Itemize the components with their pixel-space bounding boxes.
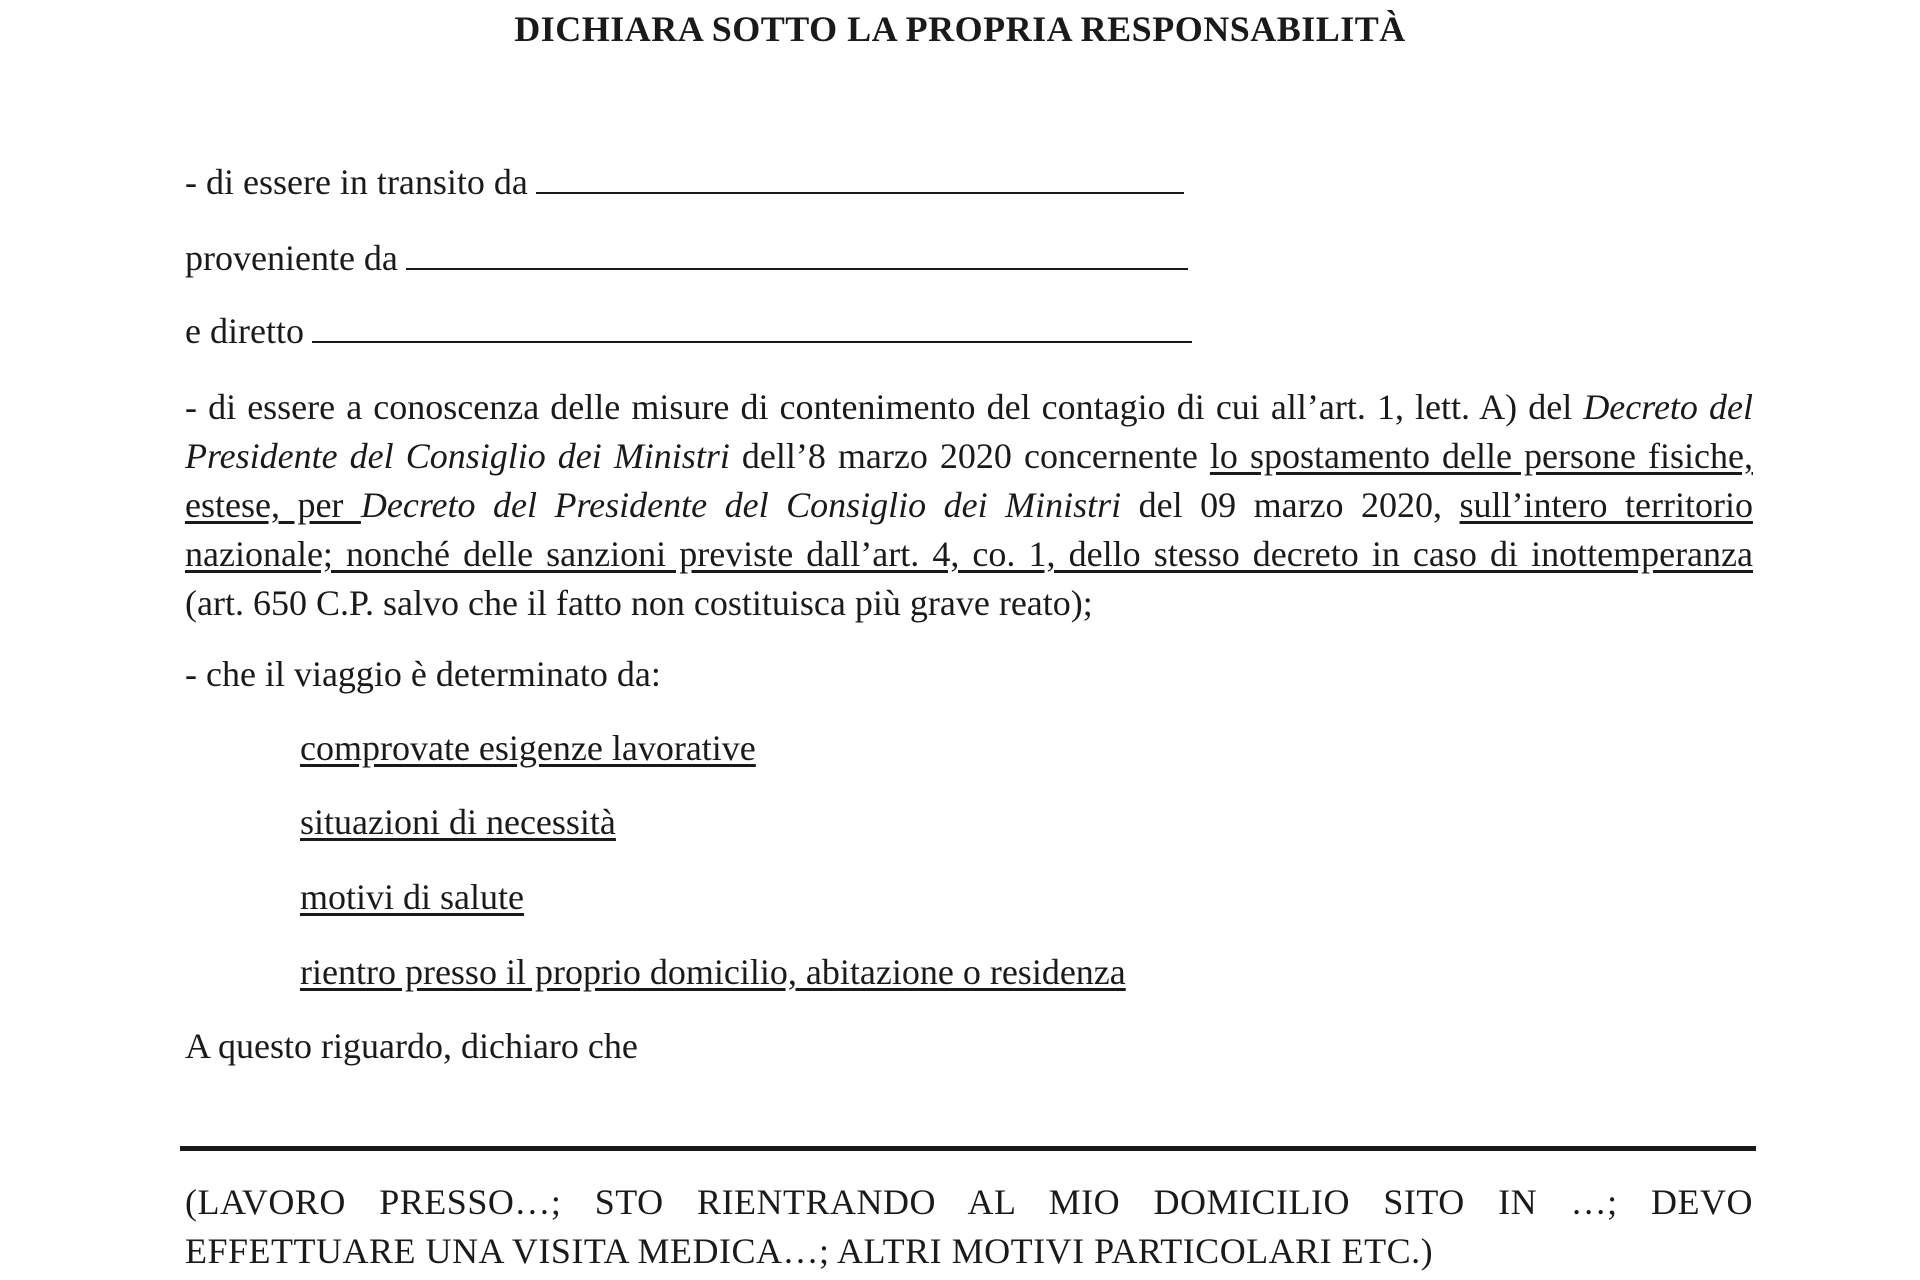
awareness-paragraph bbox=[185, 383, 1753, 628]
transit-field-blank[interactable] bbox=[536, 162, 1184, 194]
awareness-decree-ref-1: Decreto del Presidente del Consiglio dei Ministri bbox=[185, 387, 1754, 476]
transit-field-row bbox=[185, 160, 1184, 204]
page-title: DICHIARA SOTTO LA PROPRIA RESPONSABILITÀ bbox=[514, 9, 1406, 49]
transit-field-label: - di essere in transito da bbox=[185, 162, 528, 202]
option-work-needs[interactable]: comprovate esigenze lavorative bbox=[300, 728, 756, 768]
awareness-text-1: - di essere a conoscenza delle misure di contenimento del contagio di cui all’art. 1, lett. A) del bbox=[185, 387, 1584, 427]
awareness-underlined-1: lo spostamento delle persone fisiche, estese, per bbox=[185, 436, 1753, 525]
destination-field-label: e diretto bbox=[185, 311, 304, 351]
example-note: (LAVORO PRESSO…; STO RIENTRANDO AL MIO DOMICILIO SITO IN …; DEVO EFFETTUARE UNA VISITA MEDICA…; ALTRI MOTIVI PARTICOLARI ETC.) bbox=[185, 1182, 1753, 1271]
declaration-answer-line[interactable] bbox=[180, 1146, 1756, 1151]
awareness-decree-ref-2: Decreto del Presidente del Consiglio dei Ministri bbox=[360, 485, 1122, 525]
awareness-text-3: del 09 marzo 2020, bbox=[1121, 485, 1460, 525]
destination-field-row bbox=[185, 309, 1192, 353]
origin-field-row bbox=[185, 236, 1188, 280]
origin-field-label: proveniente da bbox=[185, 238, 398, 278]
declaration-intro: A questo riguardo, dichiaro che bbox=[185, 1026, 638, 1066]
destination-field-blank[interactable] bbox=[312, 311, 1192, 343]
option-health[interactable]: motivi di salute bbox=[300, 877, 524, 917]
awareness-text-4: (art. 650 C.P. salvo che il fatto non costituisca più grave reato); bbox=[185, 583, 1093, 623]
option-return-home[interactable]: rientro presso il proprio domicilio, abitazione o residenza bbox=[300, 952, 1126, 992]
trip-reason-intro: - che il viaggio è determinato da: bbox=[185, 654, 661, 694]
awareness-underlined-2: sull’intero territorio nazionale; nonché delle sanzioni previste dall’art. 4, co. 1, dello stesso decreto in caso di inottemperanza bbox=[185, 485, 1753, 574]
option-necessity[interactable]: situazioni di necessità bbox=[300, 802, 616, 842]
origin-field-blank[interactable] bbox=[406, 238, 1188, 270]
awareness-text-2: dell’8 marzo 2020 concernente bbox=[729, 436, 1210, 476]
